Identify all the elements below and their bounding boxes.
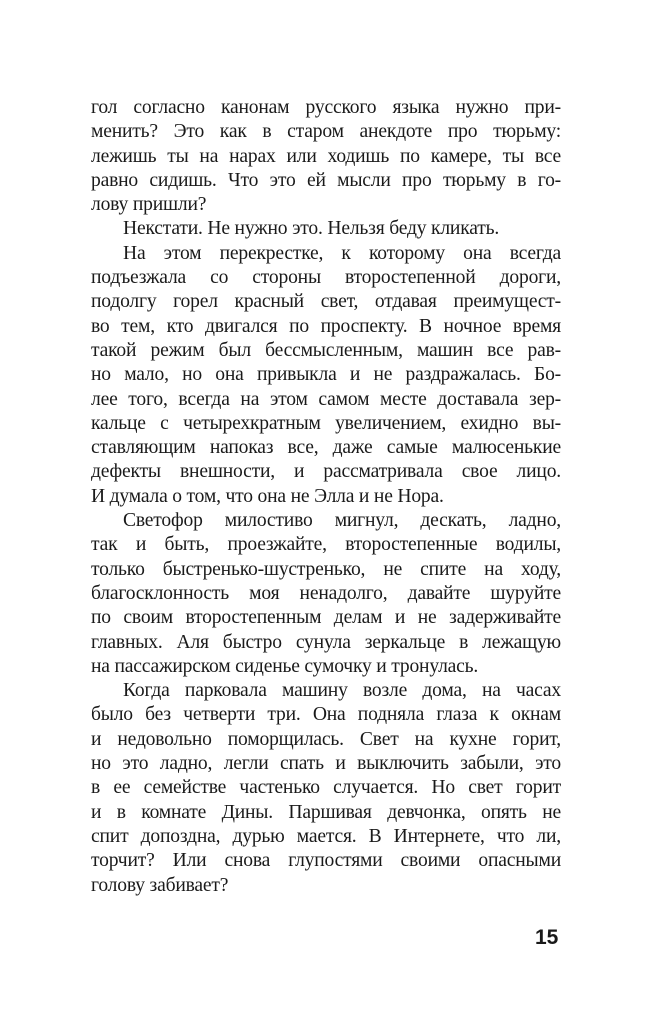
paragraph bbox=[91, 96, 561, 217]
text-line: и в комнате Дины. Паршивая девчонка, опять не bbox=[91, 801, 561, 823]
text-line: торчит? Или снова глупостями своими опасными bbox=[91, 850, 561, 872]
text-line: и недовольно поморщилась. Свет на кухне горит, bbox=[91, 728, 561, 750]
text-line: было без четверти три. Она подняла глаза к окнам bbox=[91, 704, 561, 726]
text-line: ставляющим напоказ все, даже самые малюсенькие bbox=[91, 437, 561, 459]
page-number: 15 bbox=[535, 926, 559, 949]
book-page-text bbox=[91, 96, 561, 898]
text-line: в ее семействе частенько случается. Но свет горит bbox=[91, 777, 561, 799]
text-line: менить? Это как в старом анекдоте про тюрьму: bbox=[91, 121, 561, 143]
text-line: благосклонность моя ненадолго, давайте шуруйте bbox=[91, 582, 561, 604]
paragraph bbox=[91, 217, 561, 241]
text-line: так и быть, проезжайте, второстепенные водилы, bbox=[91, 534, 561, 556]
text-line: лежишь ты на нарах или ходишь по камере, ты все bbox=[91, 145, 561, 167]
text-line: Когда парковала машину возле дома, на часах bbox=[123, 680, 561, 702]
text-line: И думала о том, что она не Элла и не Нора. bbox=[91, 485, 444, 507]
text-line: по своим второстепенным делам и не задерживайте bbox=[91, 607, 561, 629]
text-line: но это ладно, легли спать и выключить забыли, это bbox=[91, 753, 561, 775]
text-line: подъезжала со стороны второстепенной дороги, bbox=[91, 267, 561, 289]
text-line: но мало, но она привыкла и не раздражалась. Бо- bbox=[91, 364, 561, 386]
text-line: гол согласно канонам русского языка нужно при- bbox=[91, 97, 561, 118]
text-line: лову пришли? bbox=[91, 194, 207, 216]
text-line: такой режим был бессмысленным, машин все рав- bbox=[91, 339, 561, 361]
text-line: Светофор милостиво мигнул, дескать, ладно, bbox=[123, 510, 561, 532]
text-line: подолгу горел красный свет, отдавая преимущест- bbox=[91, 291, 561, 313]
text-line: лее того, всегда на этом самом месте доставала зер- bbox=[91, 388, 561, 410]
text-line: голову забивает? bbox=[91, 874, 229, 896]
text-line: во тем, кто двигался по проспекту. В ночное время bbox=[91, 315, 561, 337]
text-line: кальце с четырехкратным увеличением, ехидно вы- bbox=[91, 412, 561, 434]
paragraph bbox=[91, 242, 561, 509]
paragraph bbox=[91, 679, 561, 898]
text-line: равно сидишь. Что это ей мысли про тюрьму в го- bbox=[91, 169, 561, 191]
text-line: Некстати. Не нужно это. Нельзя беду кликать. bbox=[123, 218, 500, 240]
text-line: На этом перекрестке, к которому она всегда bbox=[123, 242, 561, 264]
text-line: только быстренько-шустренько, не спите на ходу, bbox=[91, 558, 561, 580]
text-line: дефекты внешности, и рассматривала свое лицо. bbox=[91, 461, 561, 483]
paragraph bbox=[91, 509, 561, 679]
text-line: спит допоздна, дурью мается. В Интернете, что ли, bbox=[91, 825, 561, 847]
text-line: главных. Аля быстро сунула зеркальце в лежащую bbox=[91, 631, 561, 653]
text-line: на пассажирском сиденье сумочку и тронулась. bbox=[91, 655, 479, 677]
